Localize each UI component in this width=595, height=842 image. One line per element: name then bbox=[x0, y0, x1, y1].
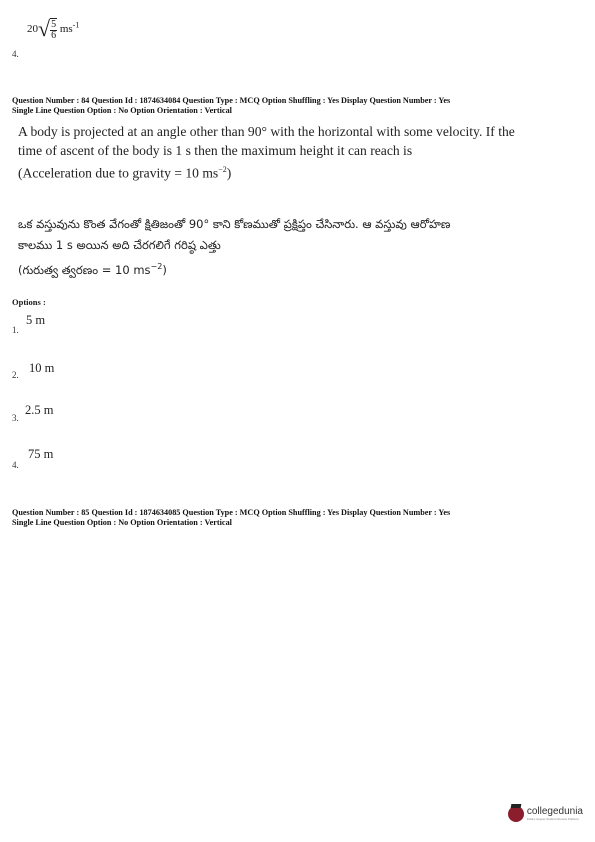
prev-option-coef: 20 bbox=[27, 23, 38, 35]
option-1-number: 1. bbox=[12, 325, 19, 335]
question-85-meta: Question Number : 85 Question Id : 1874634085 Question Type : MCQ Option Shuffling : Yes Display Question Number : Yes Single Line Question Option : No Option Orientation : Vertical bbox=[12, 508, 451, 527]
option-1-text[interactable]: 5 m bbox=[26, 313, 46, 327]
question-84-meta: Question Number : 84 Question Id : 1874634084 Question Type : MCQ Option Shuffling : Yes Display Question Number : Yes Single Line Question Option : No Option Orientation : Vertical bbox=[12, 96, 451, 115]
logo-tagline: India's largest Student Review Platform bbox=[526, 817, 580, 821]
prev-option-expression bbox=[27, 16, 79, 42]
option-4-number: 4. bbox=[12, 460, 19, 470]
option-2-text[interactable]: 10 m bbox=[29, 361, 55, 375]
option-3-number: 3. bbox=[12, 413, 19, 423]
prev-option-exponent: -1 bbox=[72, 20, 80, 30]
question-84-english: A body is projected at an angle other than 90° with the horizontal with some velocity. If the time of ascent of the body is 1 s then the maximum height it can reach is (Acceleration due to gravity = 10 $ms^{-2}$) bbox=[18, 124, 515, 181]
question-84-telugu: ఒక వస్తువును కొంత వేగంతో క్షితిజంతో 90° కాని కోణముతో ప్రక్షిప్తం చేసినారు. ఆ వస్తువు ఆరోహణ కాలము 1 s అయిన అది చేరగలిగే గరిష్ఠ ఎత్తు (గురుత్వ త్వరణం = 10 $ms^{-2}$) bbox=[18, 217, 451, 277]
options-label: Options : bbox=[12, 297, 46, 307]
collegedunia-logo bbox=[508, 806, 583, 822]
graduation-cap-icon bbox=[508, 806, 524, 822]
option-4-text[interactable]: 75 m bbox=[28, 447, 54, 461]
fraction: $\frac{5}{6}$ bbox=[51, 18, 57, 41]
prev-option-number: 4. bbox=[12, 49, 19, 59]
option-2-number: 2. bbox=[12, 370, 19, 380]
sqrt-symbol: √ bbox=[38, 16, 51, 41]
option-3-text[interactable]: 2.5 m bbox=[25, 403, 54, 417]
logo-text: collegedunia bbox=[526, 806, 583, 817]
prev-option-unit: ms bbox=[59, 23, 73, 35]
